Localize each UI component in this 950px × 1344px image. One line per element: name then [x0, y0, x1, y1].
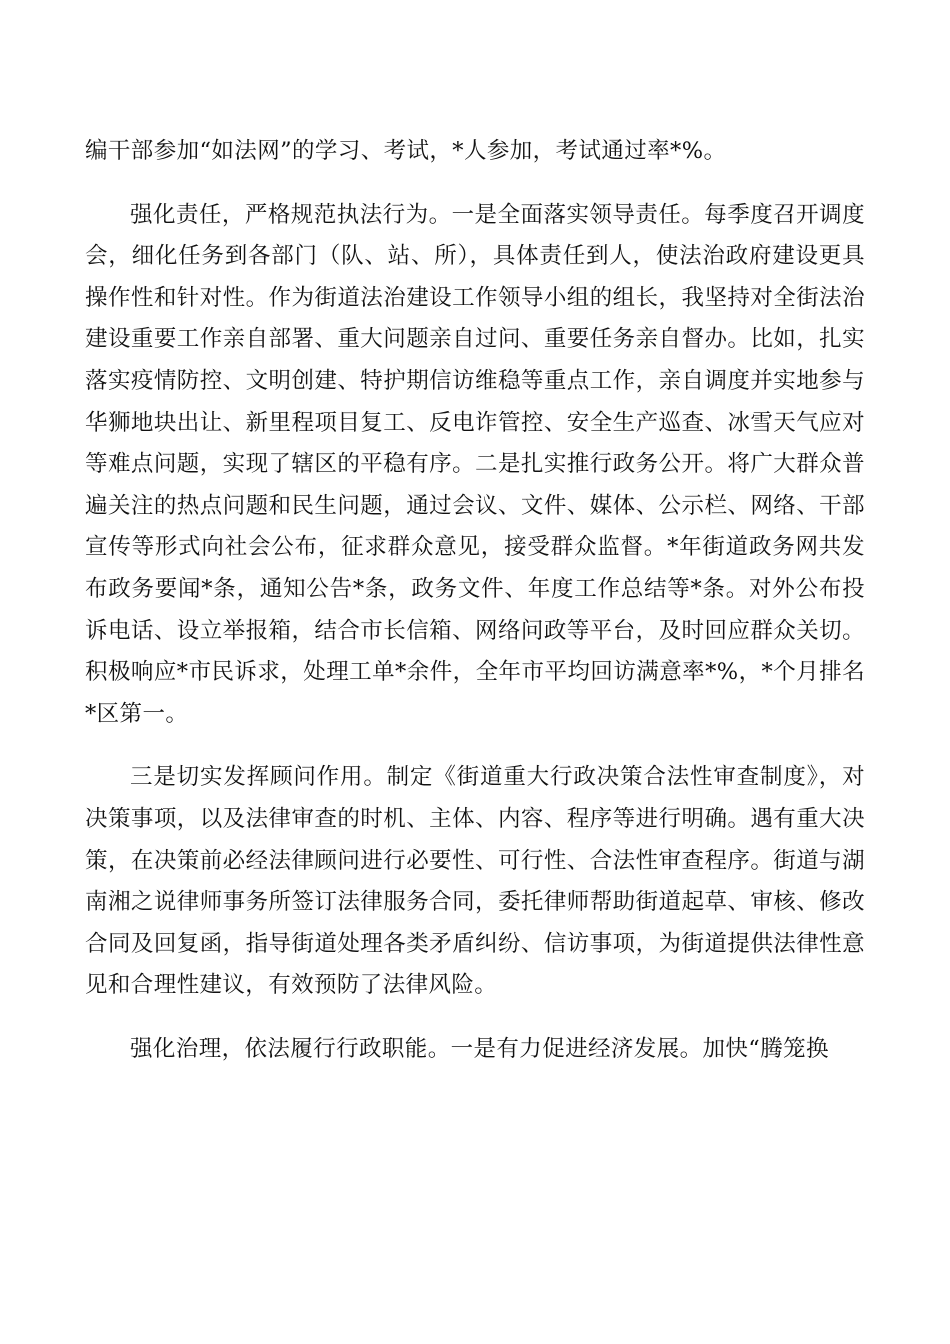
paragraph-4: 强化治理，依法履行行政职能。一是有力促进经济发展。加快“腾笼换	[130, 1035, 829, 1062]
paragraph-3: 三是切实发挥顾问作用。制定《街道重大行政决策合法性审查制度》，对决策事项，以及法律审查的时机、主体、内容、程序等进行明确。遇有重大决策，在决策前必经法律顾问进行必要性、可行性、合法性审查程序。街道与湖南湘之说律师事务所签订法律服务合同，委托律师帮助街道起草、审核、修改合同及回复函，指导街道处理各类矛盾纠纷、信访事项，为街道提供法律性意见和合理性建议，有效预防了法律风险。	[85, 764, 865, 999]
document-body	[85, 131, 865, 1070]
paragraph-1: 编干部参加“如法网”的学习、考试，*人参加，考试通过率*%。	[85, 138, 727, 164]
paragraph-2: 强化责任，严格规范执法行为。一是全面落实领导责任。每季度召开调度会，细化任务到各部门（队、站、所），具体责任到人，使法治政府建设更具操作性和针对性。作为街道法治建设工作领导小组的组长，我坚持对全街法治建设重要工作亲自部署、重大问题亲自过问、重要任务亲自督办。比如，扎实落实疫情防控、文明创建、特护期信访维稳等重点工作，亲自调度并实地参与华狮地块出让、新里程项目复工、反电诈管控、安全生产巡查、冰雪天气应对等难点问题，实现了辖区的平稳有序。二是扎实推行政务公开。将广大群众普遍关注的热点问题和民生问题，通过会议、文件、媒体、公示栏、网络、干部宣传等形式向社会公布，征求群众意见，接受群众监督。*年街道政务网共发布政务要闻*条，通知公告*条，政务文件、年度工作总结等*条。对外公布投诉电话、设立举报箱，结合市长信箱、网络问政等平台，及时回应群众关切。积极响应*市民诉求，处理工单*余件，全年市平均回访满意率*%，*个月排名*区第一。	[85, 201, 865, 727]
